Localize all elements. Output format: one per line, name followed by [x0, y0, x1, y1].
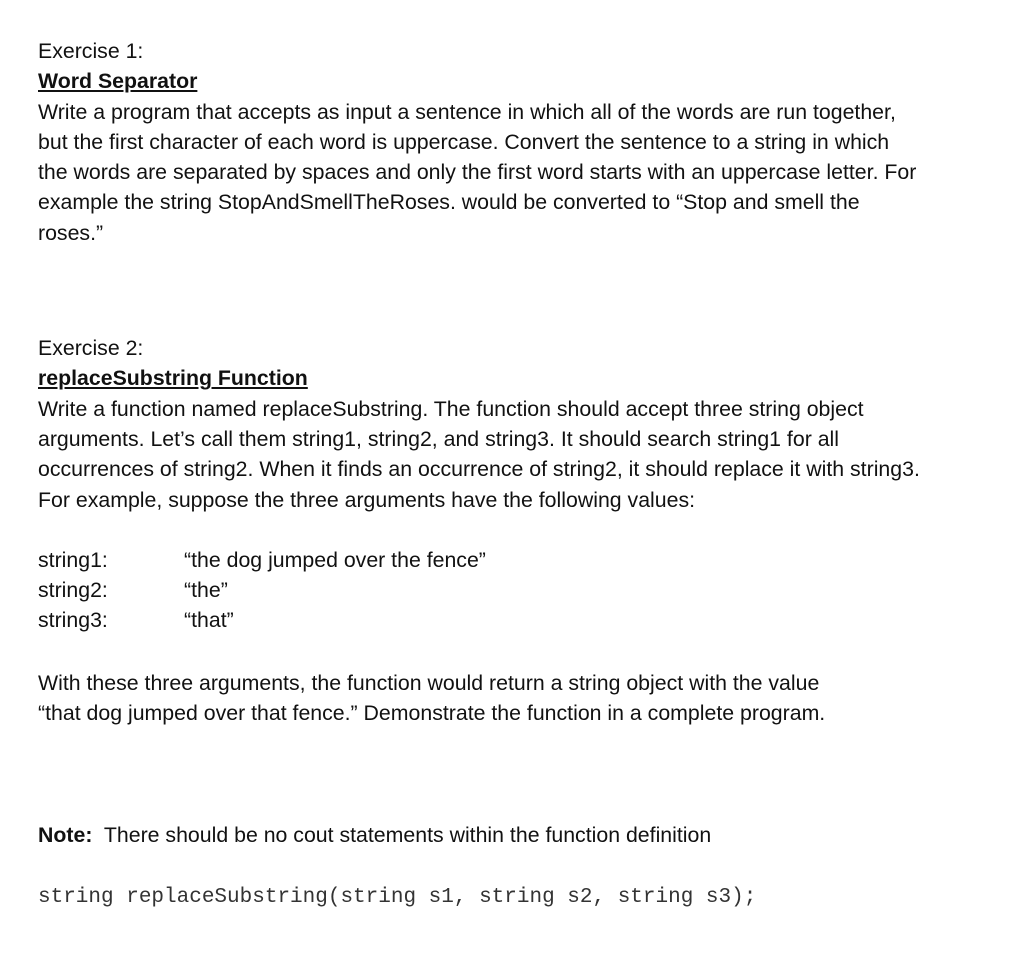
spacer — [38, 248, 998, 333]
exercise-2-label: Exercise 2: — [38, 336, 144, 361]
argument-value: “that” — [184, 608, 234, 633]
paragraph-line: For example, suppose the three arguments have the following values: — [38, 487, 696, 512]
spacer — [38, 728, 998, 820]
argument-name: string2: — [38, 578, 108, 603]
exercise-1-label: Exercise 1: — [38, 39, 144, 63]
argument-values-table — [38, 545, 998, 636]
paragraph-line: roses.” — [38, 220, 104, 245]
exercise-1-description — [38, 97, 998, 248]
exercise-1 — [38, 36, 998, 248]
paragraph-line: example the string StopAndSmellTheRoses. would be converted to “Stop and smell the — [38, 190, 860, 215]
function-signature-code: string replaceSubstring(string s1, string s2, string s3); — [38, 885, 757, 909]
spacer — [38, 515, 998, 545]
argument-name: string3: — [38, 608, 108, 633]
spacer — [38, 636, 998, 668]
argument-value: “the dog jumped over the fence” — [184, 547, 486, 572]
paragraph-line: occurrences of string2. When it finds an occurrence of string2, it should replace it with string3. — [38, 457, 920, 482]
argument-name: string1: — [38, 547, 108, 572]
note-text: There should be no cout statements within the function definition — [103, 823, 712, 848]
note — [38, 820, 998, 850]
paragraph-line: “that dog jumped over that fence.” Demonstrate the function in a complete program. — [38, 701, 826, 726]
exercise-2-title: replaceSubstring Function — [38, 366, 308, 391]
paragraph-line: Write a function named replaceSubstring. The function should accept three string object — [38, 396, 864, 421]
document — [38, 36, 998, 913]
paragraph-line: the words are separated by spaces and only the first word starts with an uppercase letter. For — [38, 160, 917, 185]
note-label: Note: — [38, 823, 93, 848]
exercise-2-result — [38, 668, 998, 729]
exercise-1-title: Word Separator — [38, 69, 198, 94]
argument-value: “the” — [184, 578, 228, 603]
paragraph-line: but the first character of each word is uppercase. Convert the sentence to a string in which — [38, 129, 890, 154]
spacer — [38, 851, 998, 883]
paragraph-line: arguments. Let’s call them string1, string2, and string3. It should search string1 for all — [38, 426, 840, 451]
exercise-2-description — [38, 394, 998, 515]
paragraph-line: With these three arguments, the function would return a string object with the value — [38, 670, 820, 695]
exercise-2 — [38, 333, 998, 728]
paragraph-line: Write a program that accepts as input a sentence in which all of the words are run together, — [38, 99, 896, 124]
